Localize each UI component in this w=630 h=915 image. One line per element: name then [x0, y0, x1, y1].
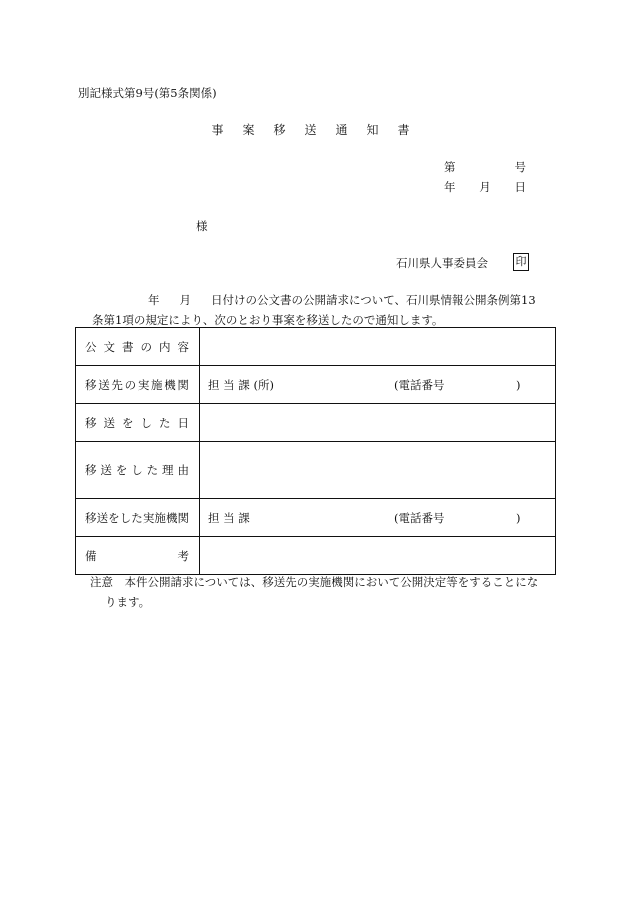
date-year: 年	[444, 180, 456, 194]
note-line2: ります。	[105, 595, 151, 609]
phone-close-paren: )	[516, 510, 521, 525]
document-date	[444, 179, 526, 195]
date-day: 日	[514, 180, 526, 194]
phone-label: (電話番号	[394, 510, 445, 525]
table-row	[76, 537, 556, 575]
number-suffix: 号	[514, 160, 526, 174]
form-label: 別記様式第9号(第5条関係)	[78, 86, 217, 100]
body-year: 年	[148, 293, 160, 307]
row-label: 移 送 を し た 日	[85, 415, 189, 430]
phone-label: (電話番号	[394, 377, 445, 392]
date-month: 月	[479, 180, 491, 194]
table-row	[76, 499, 556, 537]
note-line1: 注意 本件公開請求については、移送先の実施機関において公開決定等をすることにな	[90, 575, 539, 589]
issuer-name: 石川県人事委員会	[396, 256, 488, 270]
document-number	[444, 159, 526, 175]
body-text-line1	[148, 292, 536, 308]
row-value	[200, 328, 556, 366]
number-prefix: 第	[444, 160, 456, 174]
dept-label: 担 当 課	[208, 510, 250, 525]
addressee-honorific: 様	[196, 219, 208, 233]
dept-label: 担 当 課 (所)	[208, 377, 274, 392]
body-month: 月	[179, 293, 191, 307]
row-label: 公 文 書 の 内 容	[85, 339, 189, 354]
row-value	[200, 404, 556, 442]
notice-table	[75, 327, 556, 575]
remarks-label: 備 考	[85, 548, 189, 563]
row-value	[200, 537, 556, 575]
table-row	[76, 404, 556, 442]
row-label: 移 送 を し た 実 施 機 関	[85, 510, 189, 525]
body-text: 日付けの公文書の公開請求について、石川県情報公開条例第13	[211, 293, 536, 307]
row-value	[200, 442, 556, 499]
table-row	[76, 366, 556, 404]
body-text-line2: 条第1項の規定により、次のとおり事案を移送したので通知します。	[92, 313, 444, 327]
table-row	[76, 328, 556, 366]
row-label: 移 送 先 の 実 施 機 関	[85, 377, 189, 392]
row-label: 移 送 を し た 理 由	[85, 463, 189, 477]
phone-close-paren: )	[516, 377, 521, 392]
seal-mark: 印	[513, 253, 529, 271]
table-row	[76, 442, 556, 499]
page-title: 事案移送通知書	[211, 123, 429, 137]
